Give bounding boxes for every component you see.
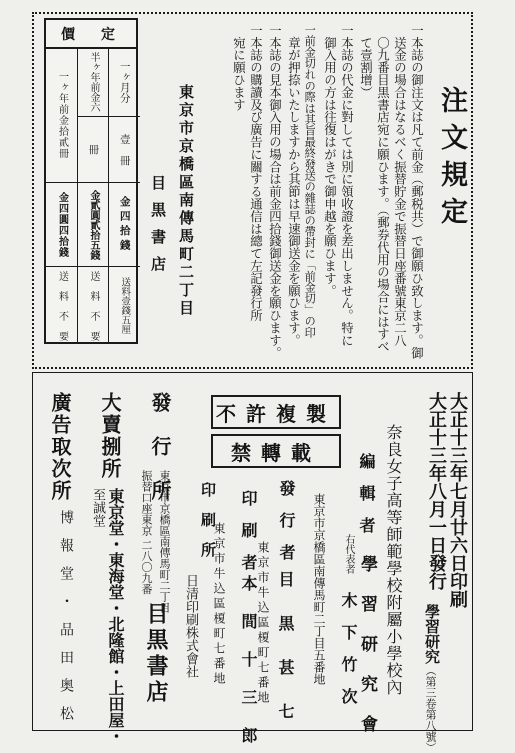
distributor-names: 東京堂・東海堂・北隆館・上田屋・ xyxy=(106,488,125,744)
rule-line: 一本誌の購讀及び廣告に關する通信は總て左記發行所 xyxy=(248,24,264,322)
row2-issues: 冊 xyxy=(87,144,100,155)
row2-postage: 送 料 不 要 xyxy=(88,270,99,341)
issuer-name: 目 黒 甚 七 xyxy=(276,571,295,725)
stamp-top-text: 不許複製 xyxy=(216,401,336,426)
journal-name: 學習研究 xyxy=(423,604,441,664)
notice-publisher-address: 東京市京橋區南傳馬町二丁目 xyxy=(177,84,195,318)
stamp-no-reprint xyxy=(211,434,341,468)
rule-line: 一本誌の代金に對しては別に領收證を差出しません。特に xyxy=(339,24,355,347)
print-shop-name: 日清印刷株式會社 xyxy=(183,574,198,678)
issuer-address: 東京市牛込區榎町七番地 xyxy=(256,541,270,706)
price-table-header xyxy=(46,20,136,49)
representative-address: 東京市京橋區南傳馬町二丁目五番地 xyxy=(312,493,326,685)
publisher-transfer: 振替口座東京 二八〇九番 xyxy=(140,470,153,595)
volume-issue: （第三卷第八號） xyxy=(424,665,437,753)
representative-name: 木 下 竹 次 xyxy=(339,592,358,704)
rule-line: 宛に願ひます xyxy=(231,24,247,111)
stamp-bottom-text: 禁轉載 xyxy=(231,440,321,465)
printer-name: 本 間 十 三 郎 xyxy=(239,575,258,746)
representative-label: 右代表者 xyxy=(343,534,354,574)
ad-names: 博 報 堂 ・ 品 田 奥 松 xyxy=(58,510,74,720)
row1-postage: 送料壹錢五厘 xyxy=(119,277,131,334)
rule-line: 一本誌の見本御入用の場合は前金四拾錢御送金を願ひます。 xyxy=(267,24,283,359)
price-row-1 xyxy=(109,47,140,342)
rule-line: 送金の場合はなるべく振替貯金で振替日座番號東京二八 xyxy=(392,24,408,347)
row2-price: 金貳圓貳拾五錢 xyxy=(88,189,99,260)
distributor-names-2: 至誠堂 xyxy=(90,488,105,527)
row1-period: 一ヶ月分 xyxy=(118,60,131,103)
printer-label: 印 刷 者 xyxy=(239,490,258,570)
rule-line: て壹割增） xyxy=(358,24,374,99)
rule-line: 御入用の方は往復はがきで御申越を願ひます。 xyxy=(322,24,338,297)
order-notice-title: 注文規定 xyxy=(436,86,467,234)
row3-price: 金四圓四拾錢 xyxy=(56,191,68,258)
school-line: 奈良女子高等師範學校附屬小學校內 xyxy=(384,424,403,696)
row1-price: 金四拾錢 xyxy=(118,195,131,254)
editor-label: 編 輯 者 xyxy=(357,453,376,533)
stamp-no-reproduction xyxy=(211,395,341,429)
printer-address: 東京市牛込區榎町七番地 xyxy=(212,522,226,687)
rule-line: 〇九番目黒書店宛に願ひます。（郵券代用の場合にはすべ xyxy=(375,24,391,353)
row1-issues: 壹 冊 xyxy=(118,133,131,166)
distributor-label: 大賣捌所 xyxy=(98,392,122,480)
editor-name: 學 習 研 究 會 xyxy=(357,555,377,735)
publisher-label: 發 行 所 xyxy=(148,392,172,502)
publisher-name: 目黒書店 xyxy=(143,602,169,706)
rule-line: 章が押捺いたしますから其節は早速御送金を願ひます。 xyxy=(286,24,302,347)
ad-label: 廣告取次所 xyxy=(48,392,72,502)
print-shop-label: 印 刷 所 xyxy=(199,482,217,557)
rule-line: 一本誌の御注文は凡て前金（郵税共）で御願ひ致します。御 xyxy=(409,24,425,359)
row3-period: 一ヶ年前金拾貳冊 xyxy=(56,70,68,159)
row3-postage: 送 料 不 要 xyxy=(56,270,68,341)
printed-date: 大正十三年七月廿六日印刷 xyxy=(447,392,468,608)
rule-line: 一前金切れの際は其旨最終發送の雜誌の帶封に「前金切」の印 xyxy=(303,24,317,338)
price-header-label: 價 定 xyxy=(61,26,121,43)
price-row-2 xyxy=(78,47,109,342)
notice-publisher-name: 目黒書店 xyxy=(149,175,167,283)
published-date: 大正十三年八月一日發行 xyxy=(426,392,447,590)
issuer-label: 發 行 者 xyxy=(277,480,296,560)
row2-period: 半ヶ年前金六 xyxy=(88,51,99,112)
publisher-address: 東京市京橋區南傳馬町二丁目 xyxy=(158,470,171,613)
price-table xyxy=(44,18,138,344)
price-row-3 xyxy=(46,47,78,342)
